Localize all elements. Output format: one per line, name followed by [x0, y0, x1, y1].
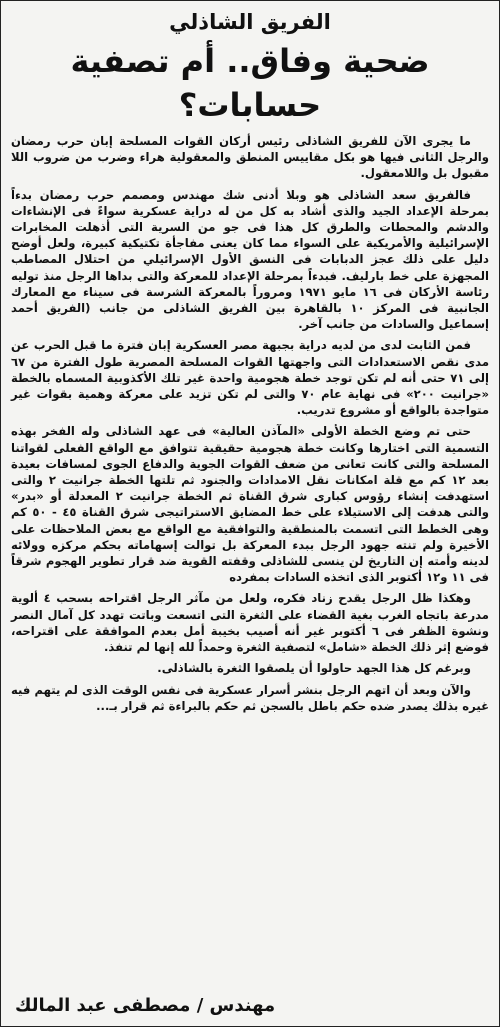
- article-headline: ضحية وفاق.. أم تصفية حسابات؟: [70, 42, 430, 124]
- article-paragraph: فالفريق سعد الشاذلى هو وبلا أدنى شك مهندس ومصمم حرب رمضان بدءاً بمرحلة الإعداد الجيد والذى أشاد به كل من له دراية عسكرية سواءً فى الإنشاءات والدشم والمحطات والطرق كل هذا فى جو من السرية التى أذهلت المخابرات الإسرائيلية والأمريكية على السواء مما كان يعنى مفاجأة تكتيكية كبيرة، ولعل أوضح دليل على ذلك عجز الدبابات فى النسق الأول الإسرائيلي من احتلال المصاطب المجهزة على خط بارليف. فبدءاً بمرحلة الإعداد للمعركة والتى بداها الرجل منذ توليه رئاسة الأركان فى ١٦ مايو ١٩٧١ ومروراً بالمعركة الشرسة فى سيناء مع المعارك الجانبية فى المركز ١٠ بالقاهرة بين الفريق الشاذلى من جانب (الفريق أحمد إسماعيل والسادات من جانب آخر.: [11, 187, 490, 332]
- article-paragraph: وبرغم كل هذا الجهد حاولوا أن يلصقوا الثغرة بالشاذلى.: [157, 661, 471, 676]
- article-paragraph: ما يجرى الآن للفريق الشاذلى رئيس أركان القوات المسلحة إبان حرب رمضان والرجل الثانى فيها هو بكل مقاييس المنطق والمعقولية هراء وضرب من ضروب اللا مقبول بل واللامعقول.: [11, 134, 489, 181]
- article-paragraph: حتى تم وضع الخطة الأولى «المآذن العالية» فى عهد الشاذلى وله الفخر بهذه التسمية التى اختارها وكانت خطة هجومية حقيقية تتوافق مع الواقع الفعلى لقواتنا المسلحة والتى كانت تعانى من ضعف القوات الجوية والدفاع الجوى لمسافات بعيدة بعد ١٢ كم مع قلة امكانات نقل الامدادات والجنود ثم تلتها الخطة جرانيت ٢ والتى استهدفت إنشاء رؤوس كبارى شرق القناة ثم الخطة جرانيت ٢ المعدلة أو «بدر» والتى هدفت إلى الاستيلاء على خط المضايق الاستراتيجى شرق القناة ٤٥ - ٥٠ كم وهى الخطط التى اتسمت بالمنطقية والتوافقية مع الواقع مع بعض الملاحظات على الأخيرة ولم تنته جهود الرجل ببدء المعركة بل توالت إسهاماته بحكم مركزه وولائه لدينه وأمته إن التاريخ لن ينسى للشاذلى وقفته القوية ضد قرار تطوير الهجوم شرقاً فى ١١ و١٢ أكتوبر الذى اتخذه السادات بمفرده: [11, 424, 490, 585]
- article-paragraph: فمن الثابت لدى من لديه دراية بجبهة مصر العسكرية إبان فترة ما قبل الحرب عن مدى نقص الاستعدادات التى واجهتها القوات المسلحة المصرية طول الفترة من ٦٧ إلى ٧١ حتى أنه لم تكن توجد خطة هجومية واحدة غير تلك الأكذوبية المسماه بالخطة «جرانيت ٢٠٠» فى نهاية عام ٧٠ والتى لم تكن تزيد على معركة وهمية بقوات غير متواجدة بالواقع أو مشروع تدريب.: [11, 338, 489, 418]
- article-paragraph: وهكذا ظل الرجل يقدح زناد فكره، ولعل من مآثر الرجل اقتراحه بسحب ٤ ألوية مدرعة باتجاه الغرب بغية القضاء على الثغرة التى اتسعت وباتت تهدد كل آمال النصر ونشوة الظفر فى ٦ أكتوبر غير أنه أصيب بخيبة أمل بعدم الموافقة على اقتراحه، فوضع إثر ذلك الخطة «شامل» لتصفية الثغرة وحمداً لله إنها لم تنفذ.: [11, 591, 489, 655]
- article-kicker: الفريق الشاذلي: [169, 10, 331, 34]
- article-paragraph: والآن وبعد أن اتهم الرجل بنشر أسرار عسكرية فى نفس الوقت الذى لم يتهم فيه غيره بذلك يصدر ضده حكم باطل بالسجن ثم حكم بالبراءة ثم قرار بـ...: [11, 682, 489, 713]
- article-body: [11, 133, 489, 714]
- article-byline: مهندس / مصطفى عبد المالك: [15, 995, 276, 1016]
